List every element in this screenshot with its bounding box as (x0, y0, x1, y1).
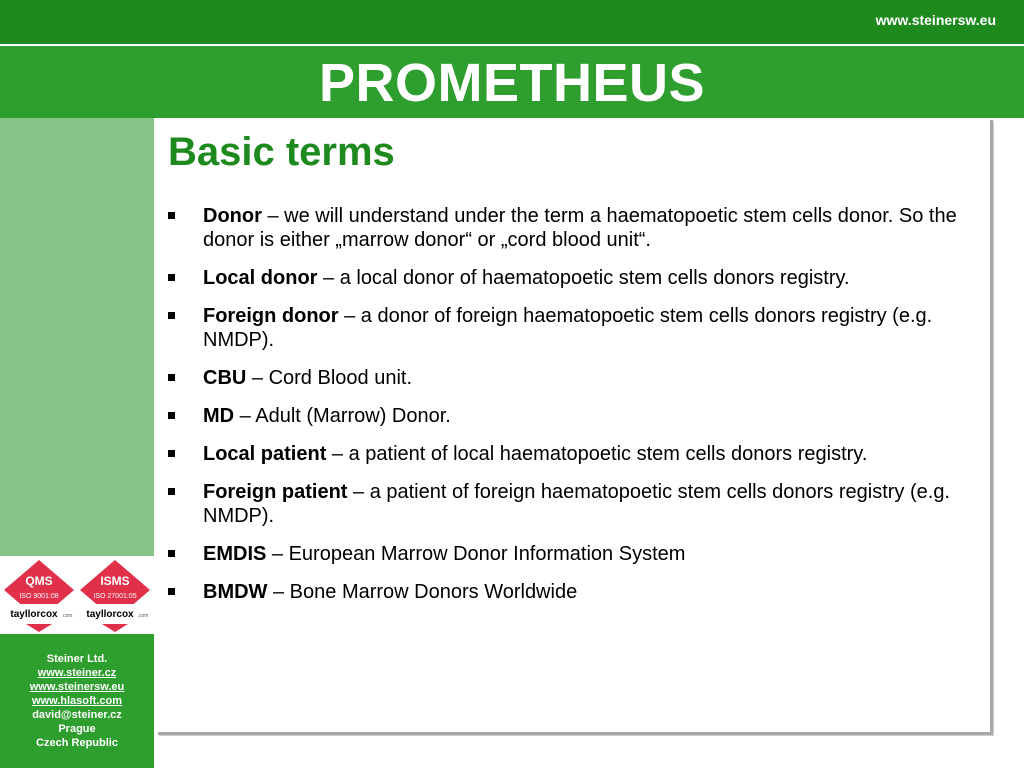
isms-brand-suffix: .com (137, 613, 149, 619)
term-item-emdis (158, 542, 978, 566)
section-title: Basic terms (168, 130, 395, 174)
term-definition: – Cord Blood unit. (246, 367, 412, 389)
term-definition: – a local donor of haematopoetic stem cells donors registry. (317, 267, 850, 289)
term-definition: – a donor of foreign haematopoetic stem cells donors registry (e.g. NMDP). (203, 305, 933, 351)
top-bar (0, 0, 1024, 44)
term-name: Local donor (203, 267, 318, 289)
sidebar-panel (0, 118, 154, 558)
bullet-icon (168, 312, 175, 319)
qms-brand-suffix: .com (61, 613, 73, 619)
bullet-icon (168, 412, 175, 419)
term-item-foreign-patient (158, 480, 978, 528)
company-link-steinersw[interactable]: www.steinersw.eu (29, 681, 125, 693)
company-name: Steiner Ltd. (46, 653, 108, 665)
isms-badge (80, 560, 150, 632)
term-definition: – we will understand under the term a haematopoetic stem cells donor. So the donor is either „marrow donor“ or „cord blood unit“. (203, 205, 957, 251)
bullet-icon (168, 588, 175, 595)
bullet-icon (168, 488, 175, 495)
isms-brand: tayllorcox (86, 609, 134, 620)
term-name: Foreign patient (203, 481, 348, 503)
term-name: Local patient (203, 443, 327, 465)
term-name: BMDW (203, 581, 268, 603)
isms-label: ISMS (100, 574, 130, 588)
term-item-local-patient (158, 442, 978, 466)
certification-badges (0, 556, 154, 634)
qms-badge-icon (4, 560, 74, 632)
term-name: Foreign donor (203, 305, 339, 327)
qms-label: QMS (25, 574, 53, 588)
term-name: CBU (203, 367, 247, 389)
company-info (0, 634, 154, 768)
term-definition: – Adult (Marrow) Donor. (234, 405, 451, 427)
isms-badge-icon (80, 560, 150, 632)
bullet-icon (168, 274, 175, 281)
qms-brand: tayllorcox (10, 609, 58, 620)
qms-standard: ISO 9001:08 (19, 593, 59, 600)
bullet-icon (168, 550, 175, 557)
term-definition: – a patient of local haematopoetic stem cells donors registry. (326, 443, 868, 465)
term-item-cbu (158, 366, 978, 390)
term-definition: – a patient of foreign haematopoetic stem cells donors registry (e.g. NMDP). (203, 481, 950, 527)
qms-badge (4, 560, 74, 632)
bullet-icon (168, 212, 175, 219)
term-item-donor (158, 204, 978, 252)
company-link-steiner[interactable]: www.steiner.cz (37, 667, 117, 679)
company-email: david@steiner.cz (32, 709, 122, 721)
title-bar (0, 46, 1024, 118)
page-title: PROMETHEUS (318, 53, 706, 113)
term-item-local-donor (158, 266, 978, 290)
term-definition: – Bone Marrow Donors Worldwide (267, 581, 578, 603)
company-city: Prague (58, 723, 96, 735)
bullet-icon (168, 374, 175, 381)
isms-standard: ISO 27001:05 (93, 593, 137, 600)
term-item-md (158, 404, 978, 428)
content-panel (158, 120, 993, 735)
company-country: Czech Republic (36, 737, 118, 749)
bullet-icon (168, 450, 175, 457)
term-name: Donor (203, 205, 262, 227)
term-definition: – European Marrow Donor Information System (266, 543, 686, 565)
term-name: EMDIS (203, 543, 267, 565)
term-item-bmdw (158, 580, 978, 604)
site-url[interactable]: www.steinersw.eu (875, 12, 996, 28)
term-name: MD (203, 405, 235, 427)
terms-list (158, 204, 978, 618)
term-item-foreign-donor (158, 304, 978, 352)
company-link-hlasoft[interactable]: www.hlasoft.com (31, 695, 123, 707)
